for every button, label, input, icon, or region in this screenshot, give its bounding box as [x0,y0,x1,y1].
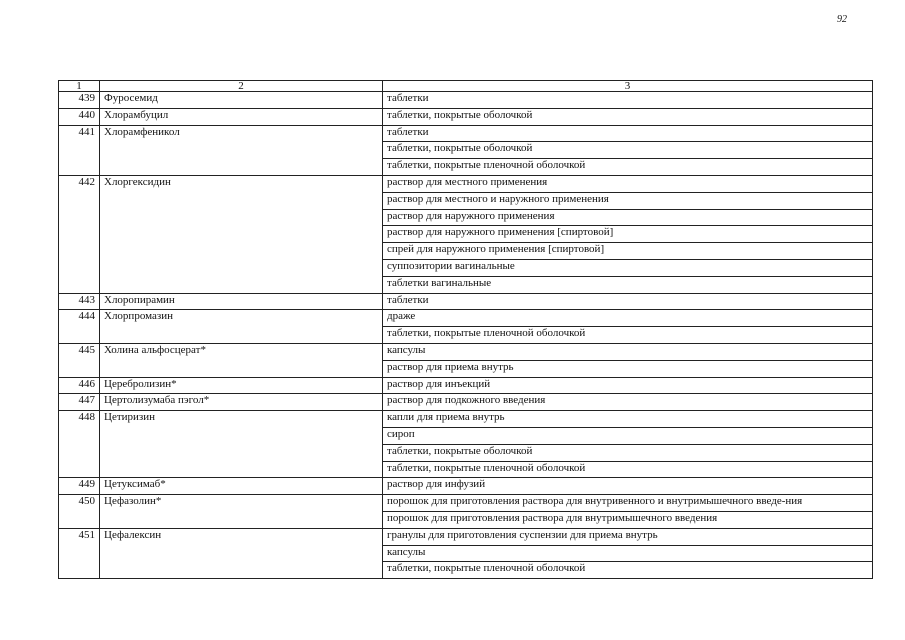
drug-name: Хлорпромазин [100,310,383,344]
drug-name: Цефазолин* [100,495,383,529]
dosage-form: раствор для инфузий [383,478,873,495]
entry-number: 450 [59,495,100,529]
dosage-form: таблетки, покрытые пленочной оболочкой [383,159,873,176]
drug-name: Хлоргексидин [100,175,383,293]
table-row [59,108,873,125]
dosage-form: гранулы для приготовления суспензии для приема внутрь [383,528,873,545]
dosage-form: таблетки, покрытые пленочной оболочкой [383,562,873,579]
dosage-form: таблетки вагинальные [383,276,873,293]
table-row [59,394,873,411]
entry-number: 439 [59,92,100,109]
entry-number: 446 [59,377,100,394]
dosage-form: спрей для наружного применения [спиртовой] [383,243,873,260]
table-row [59,343,873,360]
dosage-form: таблетки, покрытые оболочкой [383,444,873,461]
entry-number: 443 [59,293,100,310]
table-row [59,293,873,310]
entry-number: 441 [59,125,100,175]
entry-number: 447 [59,394,100,411]
table-row [59,310,873,327]
table-row [59,478,873,495]
drug-name: Церебролизин* [100,377,383,394]
dosage-form: таблетки, покрытые пленочной оболочкой [383,327,873,344]
drug-name: Хлоропирамин [100,293,383,310]
drug-name: Цетиризин [100,411,383,478]
drug-name: Цертолизумаба пэгол* [100,394,383,411]
entry-number: 442 [59,175,100,293]
table-row [59,528,873,545]
dosage-form: таблетки, покрытые пленочной оболочкой [383,461,873,478]
table-row [59,125,873,142]
dosage-form: таблетки, покрытые оболочкой [383,142,873,159]
drug-name: Хлорамфеникол [100,125,383,175]
drug-table [58,80,873,579]
dosage-form: раствор для наружного применения [спиртовой] [383,226,873,243]
dosage-form: раствор для подкожного введения [383,394,873,411]
drug-name: Цетуксимаб* [100,478,383,495]
dosage-form: таблетки [383,92,873,109]
entry-number: 445 [59,343,100,377]
dosage-form: таблетки, покрытые оболочкой [383,108,873,125]
dosage-form: таблетки [383,125,873,142]
table-row [59,495,873,512]
dosage-form: драже [383,310,873,327]
dosage-form: капсулы [383,343,873,360]
drug-name: Фуросемид [100,92,383,109]
entry-number: 448 [59,411,100,478]
entry-number: 444 [59,310,100,344]
header-col-2: 2 [100,81,383,92]
dosage-form: раствор для местного и наружного применения [383,192,873,209]
drug-name: Холина альфосцерат* [100,343,383,377]
drug-name: Хлорамбуцил [100,108,383,125]
table-row [59,377,873,394]
dosage-form: раствор для местного применения [383,175,873,192]
table-row [59,411,873,428]
dosage-form: таблетки [383,293,873,310]
header-col-1: 1 [59,81,100,92]
dosage-form: порошок для приготовления раствора для внутримышечного введения [383,511,873,528]
table-row [59,175,873,192]
table-body [59,92,873,579]
dosage-form: раствор для инъекций [383,377,873,394]
dosage-form: капсулы [383,545,873,562]
dosage-form: капли для приема внутрь [383,411,873,428]
header-row [59,81,873,92]
table-row [59,92,873,109]
dosage-form: суппозитории вагинальные [383,259,873,276]
entry-number: 451 [59,528,100,578]
dosage-form: сироп [383,427,873,444]
dosage-form: раствор для наружного применения [383,209,873,226]
page-number: 92 [837,14,847,25]
dosage-form: раствор для приема внутрь [383,360,873,377]
drug-name: Цефалексин [100,528,383,578]
entry-number: 449 [59,478,100,495]
entry-number: 440 [59,108,100,125]
dosage-form: порошок для приготовления раствора для внутривенного и внутримышечного введе-ния [383,495,873,512]
header-col-3: 3 [383,81,873,92]
